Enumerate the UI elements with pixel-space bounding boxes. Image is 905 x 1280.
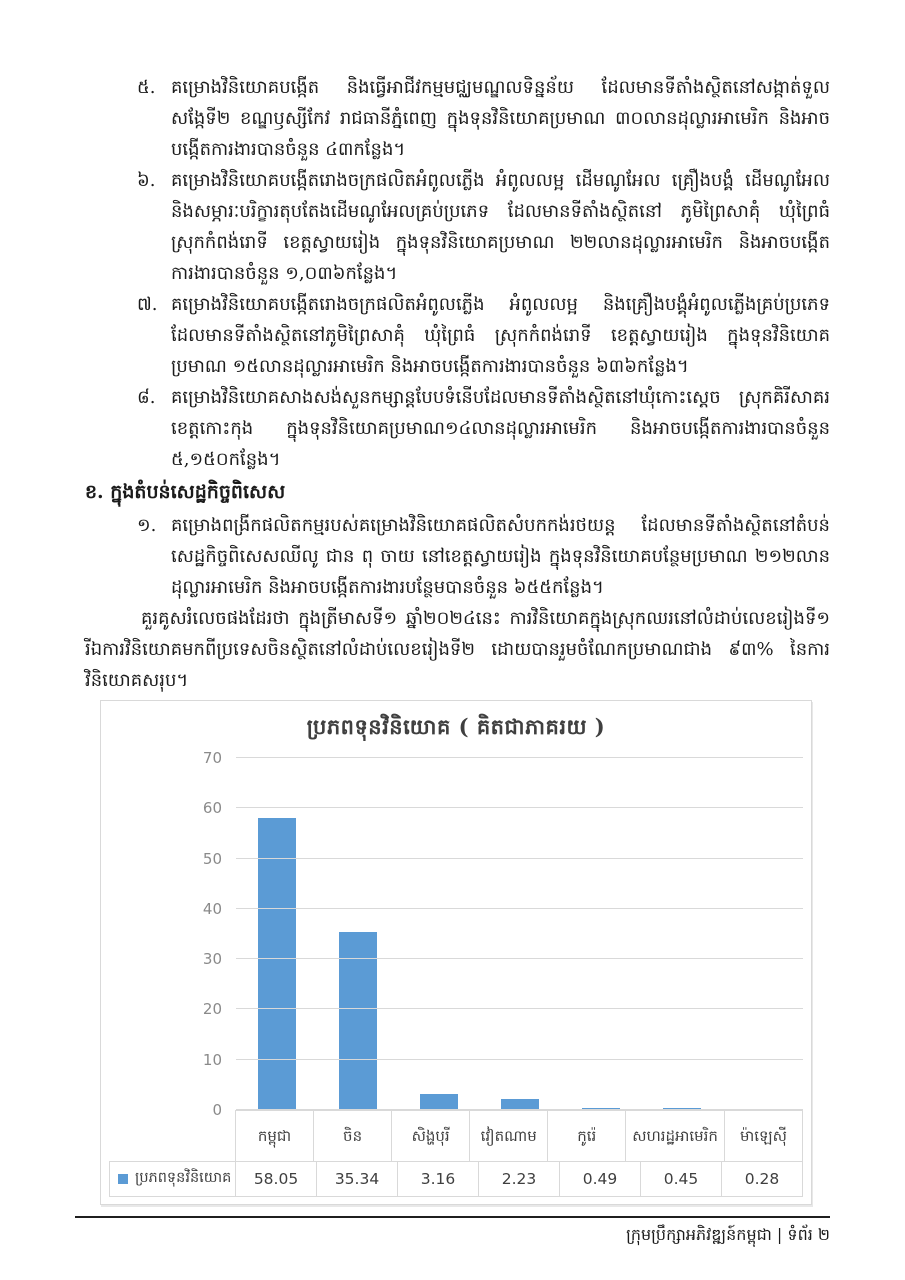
y-axis-tick-label: 30: [202, 950, 222, 969]
value-cell: 0.49: [559, 1161, 641, 1197]
gridline: [236, 757, 803, 758]
list-item: [85, 165, 830, 289]
category-label: វៀតណាម: [469, 1110, 548, 1162]
document-body: [85, 72, 830, 696]
closing-paragraph: គួរគូសរំលេចផងដែរថា ក្នុងត្រីមាសទី១ ឆ្នាំ២០២៤នេះ ការវិនិយោគក្នុងស្រុកឈរនៅលំដាប់លេខរៀងទី១ រីឯការវិនិយោគមកពីប្រទេសចិនស្ថិតនៅលំដាប់លេខរៀងទី២ ដោយបានរួមចំណែកប្រមាណជាង ៩៣% នៃការវិនិយោគសរុប។: [85, 608, 830, 691]
chart-plot-area: [236, 758, 803, 1110]
category-label: កម្ពុជា: [235, 1110, 314, 1162]
list-item-number: ៦.: [137, 170, 156, 191]
chart-bars: [236, 758, 803, 1110]
bar-column: [560, 758, 641, 1110]
category-label: កូរ៉េ: [547, 1110, 626, 1162]
list-item-number: ៥.: [137, 77, 156, 98]
gridline: [236, 1008, 803, 1009]
section-heading: ខ. ក្នុងតំបន់សេដ្ឋកិច្ចពិសេស: [85, 481, 286, 503]
y-axis-tick-label: 60: [202, 799, 222, 818]
chart-category-row: [236, 1110, 803, 1162]
legend-swatch-icon: [118, 1174, 128, 1184]
bar-3: [420, 1094, 458, 1110]
investment-source-chart: [100, 700, 812, 1205]
value-cell: 0.28: [721, 1161, 803, 1197]
list-item-number: ១.: [137, 515, 157, 536]
gridline: [236, 858, 803, 859]
footer-divider: [75, 1216, 830, 1218]
value-cell: 3.16: [397, 1161, 479, 1197]
bar-column: [236, 758, 317, 1110]
bar-column: [317, 758, 398, 1110]
category-label: សិង្ហបុរី: [391, 1110, 470, 1162]
bar-column: [398, 758, 479, 1110]
y-axis-tick-label: 70: [202, 749, 222, 767]
chart-body: [109, 749, 803, 1119]
chart-title: ប្រភពទុនវិនិយោគ ( គិតជាភាគរយ ): [306, 714, 606, 739]
value-cell: 58.05: [235, 1161, 317, 1197]
list-item-number: ៧.: [137, 294, 158, 315]
gridline: [236, 1059, 803, 1060]
category-label: ចិន: [313, 1110, 392, 1162]
gridline: [236, 958, 803, 959]
gridline: [236, 1109, 803, 1110]
value-cell: 0.45: [640, 1161, 722, 1197]
legend-series-label: ប្រភពទុនវិនិយោគ: [135, 1169, 232, 1186]
y-axis-tick-label: 40: [202, 899, 222, 918]
list-item-text: គម្រោងវិនិយោគបង្កើតរោងចក្រផលិតអំពូលភ្លើង អំពូលលម្អ និងគ្រឿងបង្គុំអំពូលភ្លើងគ្រប់ប្រភេទ ដែលមានទីតាំងស្ថិតនៅភូមិព្រៃសាគុំ ឃុំព្រៃធំ ស្រុកកំពង់រោទី ខេត្តស្វាយរៀង ក្នុងទុនវិនិយោគប្រមាណ ១៥លានដុល្លារអាមេរិក និងអាចបង្កើតការងារបានចំនួន ៦៣៦កន្លែង។: [171, 294, 830, 377]
list-item-text: គម្រោងវិនិយោគបង្កើតរោងចក្រផលិតអំពូលភ្លើង អំពូលលម្អ ដើមណូអែល គ្រឿងបង្គំ ដើមណូអែល និងសម្ភារៈបរិក្ខារតុបតែងដើមណូអែលគ្រប់ប្រភេទ ដែលមានទីតាំងស្ថិតនៅ ភូមិព្រៃសាគុំ ឃុំព្រៃធំ ស្រុកកំពង់រោទី ខេត្តស្វាយរៀង ក្នុងទុនវិនិយោគប្រមាណ ២២លានដុល្លារអាមេរិក និងអាចបង្កើតការងារបានចំនួន ១,០៣៦កន្លែង។: [171, 170, 830, 284]
list-item-number: ៨.: [137, 387, 156, 408]
bar-1: [258, 818, 296, 1110]
list-item-text: គម្រោងពង្រីកផលិតកម្មរបស់គម្រោងវិនិយោគផលិតសំបកកង់រថយន្ត ដែលមានទីតាំងស្ថិតនៅតំបន់សេដ្ឋកិច្ចពិសេសឈីលូ ជាន ពុ ចាយ នៅខេត្តស្វាយរៀង ក្នុងទុនវិនិយោគបន្ថែមប្រមាណ ២១២លានដុល្លារអាមេរិក និងអាចបង្កើតការងារបន្ថែមបានចំនួន ៦៥៥កន្លែង។: [171, 515, 830, 598]
y-axis-tick-label: 20: [202, 1000, 222, 1019]
bar-column: [722, 758, 803, 1110]
chart-grid: [109, 749, 803, 1197]
y-axis-tick-label: 50: [202, 849, 222, 868]
chart-value-row: [109, 1161, 803, 1197]
category-label: ម៉ាឡេស៊ី: [724, 1110, 803, 1162]
list-item: [85, 289, 830, 382]
gridline: [236, 908, 803, 909]
chart-y-axis: [109, 749, 236, 1119]
list-item-text: គម្រោងវិនិយោគបង្កើត និងធ្វើអាជីវកម្មមជ្ឈមណ្ឌលទិន្នន័យ ដែលមានទីតាំងស្ថិតនៅសង្កាត់ទួលសង្កែទី២ ខណ្ឌឫស្សីកែវ រាជធានីភ្នំពេញ ក្នុងទុនវិនិយោគប្រមាណ ៣០លានដុល្លារអាមេរិក និងអាចបង្កើតការងារបានចំនួន ៤៣កន្លែង។: [171, 77, 830, 160]
list-item: [85, 72, 830, 165]
bar-column: [641, 758, 722, 1110]
category-label: សហរដ្ឋអាមេរិក: [625, 1110, 725, 1162]
value-cell: 35.34: [316, 1161, 398, 1197]
list-item: [85, 510, 830, 603]
y-axis-tick-label: 10: [202, 1050, 222, 1069]
gridline: [236, 807, 803, 808]
footer-page-label: ក្រុមប្រឹក្សាអភិវឌ្ឍន៍កម្ពុជា | ទំព័រ ២: [626, 1225, 830, 1244]
list-item: [85, 382, 830, 475]
list-item-text: គម្រោងវិនិយោគសាងសង់សួនកម្សាន្តបែបទំនើបដែលមានទីតាំងស្ថិតនៅឃុំកោះស្ដេច ស្រុកគិរីសាគរ ខេត្តកោះកុង ក្នុងទុនវិនិយោគប្រមាណ១៤លានដុល្លារអាមេរិក និងអាចបង្កើតការងារបានចំនួន ៥,១៥០កន្លែង។: [171, 387, 830, 470]
value-cell: 2.23: [478, 1161, 560, 1197]
chart-legend: [109, 1161, 236, 1197]
bar-column: [479, 758, 560, 1110]
y-axis-tick-label: 0: [212, 1101, 222, 1119]
